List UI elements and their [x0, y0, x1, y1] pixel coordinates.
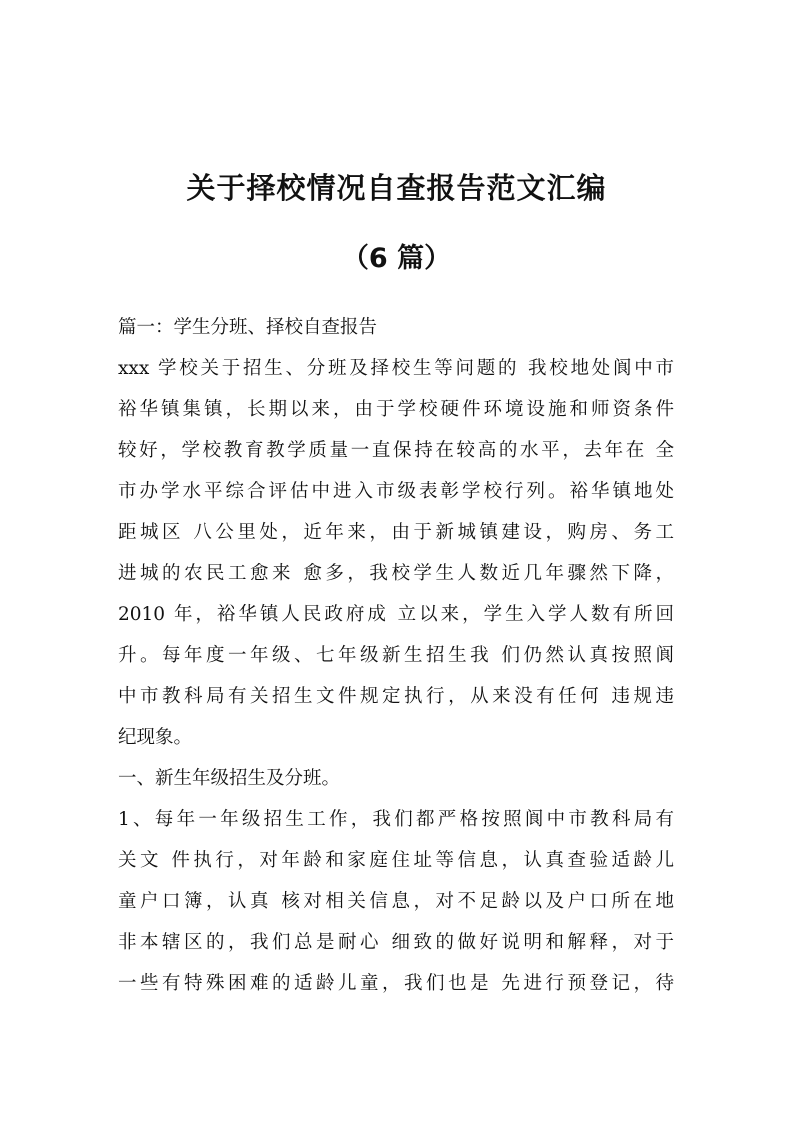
paragraph-line: 关文 件执行，对年龄和家庭住址等信息，认真查验适龄儿: [118, 850, 674, 871]
section-heading: 篇一：学生分班、择校自查报告: [118, 317, 378, 338]
paragraph-line: 童户口簿，认真 核对相关信息，对不足龄以及户口所在地: [118, 891, 674, 912]
paragraph-line: 裕华镇集镇，长期以来，由于学校硬件环境设施和师资条件: [118, 399, 674, 420]
paragraph-line: 1、每年一年级招生工作，我们都严格按照阆中市教科局有: [118, 809, 674, 830]
paragraph-line: 非本辖区的，我们总是耐心 细致的做好说明和解释，对于: [118, 932, 674, 953]
paragraph-line: 升。每年度一年级、七年级新生招生我 们仍然认真按照阆: [118, 645, 674, 666]
paragraph-line: 较好，学校教育教学质量一直保持在较高的水平，去年在 全: [118, 440, 674, 461]
paragraph-line: 进城的农民工愈来 愈多，我校学生人数近几年骤然下降，: [118, 563, 674, 584]
document-subtitle: （6 篇）: [341, 243, 452, 274]
paragraph-line: xxx 学校关于招生、分班及择校生等问题的 我校地处阆中市: [118, 358, 674, 379]
paragraph-line: 一些有特殊困难的适龄儿童，我们也是 先进行预登记，待: [118, 973, 674, 994]
paragraph-line: 距城区 八公里处，近年来，由于新城镇建设，购房、务工: [118, 522, 674, 543]
paragraph-line: 中市教科局有关招生文件规定执行，从来没有任何 违规违: [118, 686, 674, 707]
paragraph-line: 2010 年，裕华镇人民政府成 立以来，学生入学人数有所回: [118, 604, 674, 625]
document-title: 关于择校情况自查报告范文汇编: [186, 171, 607, 205]
paragraph-line: 市办学水平综合评估中进入市级表彰学校行列。裕华镇地处: [118, 481, 674, 502]
paragraph-line: 纪现象。: [118, 727, 193, 748]
subheading: 一、新生年级招生及分班。: [118, 768, 341, 789]
document-body: [118, 307, 674, 1004]
